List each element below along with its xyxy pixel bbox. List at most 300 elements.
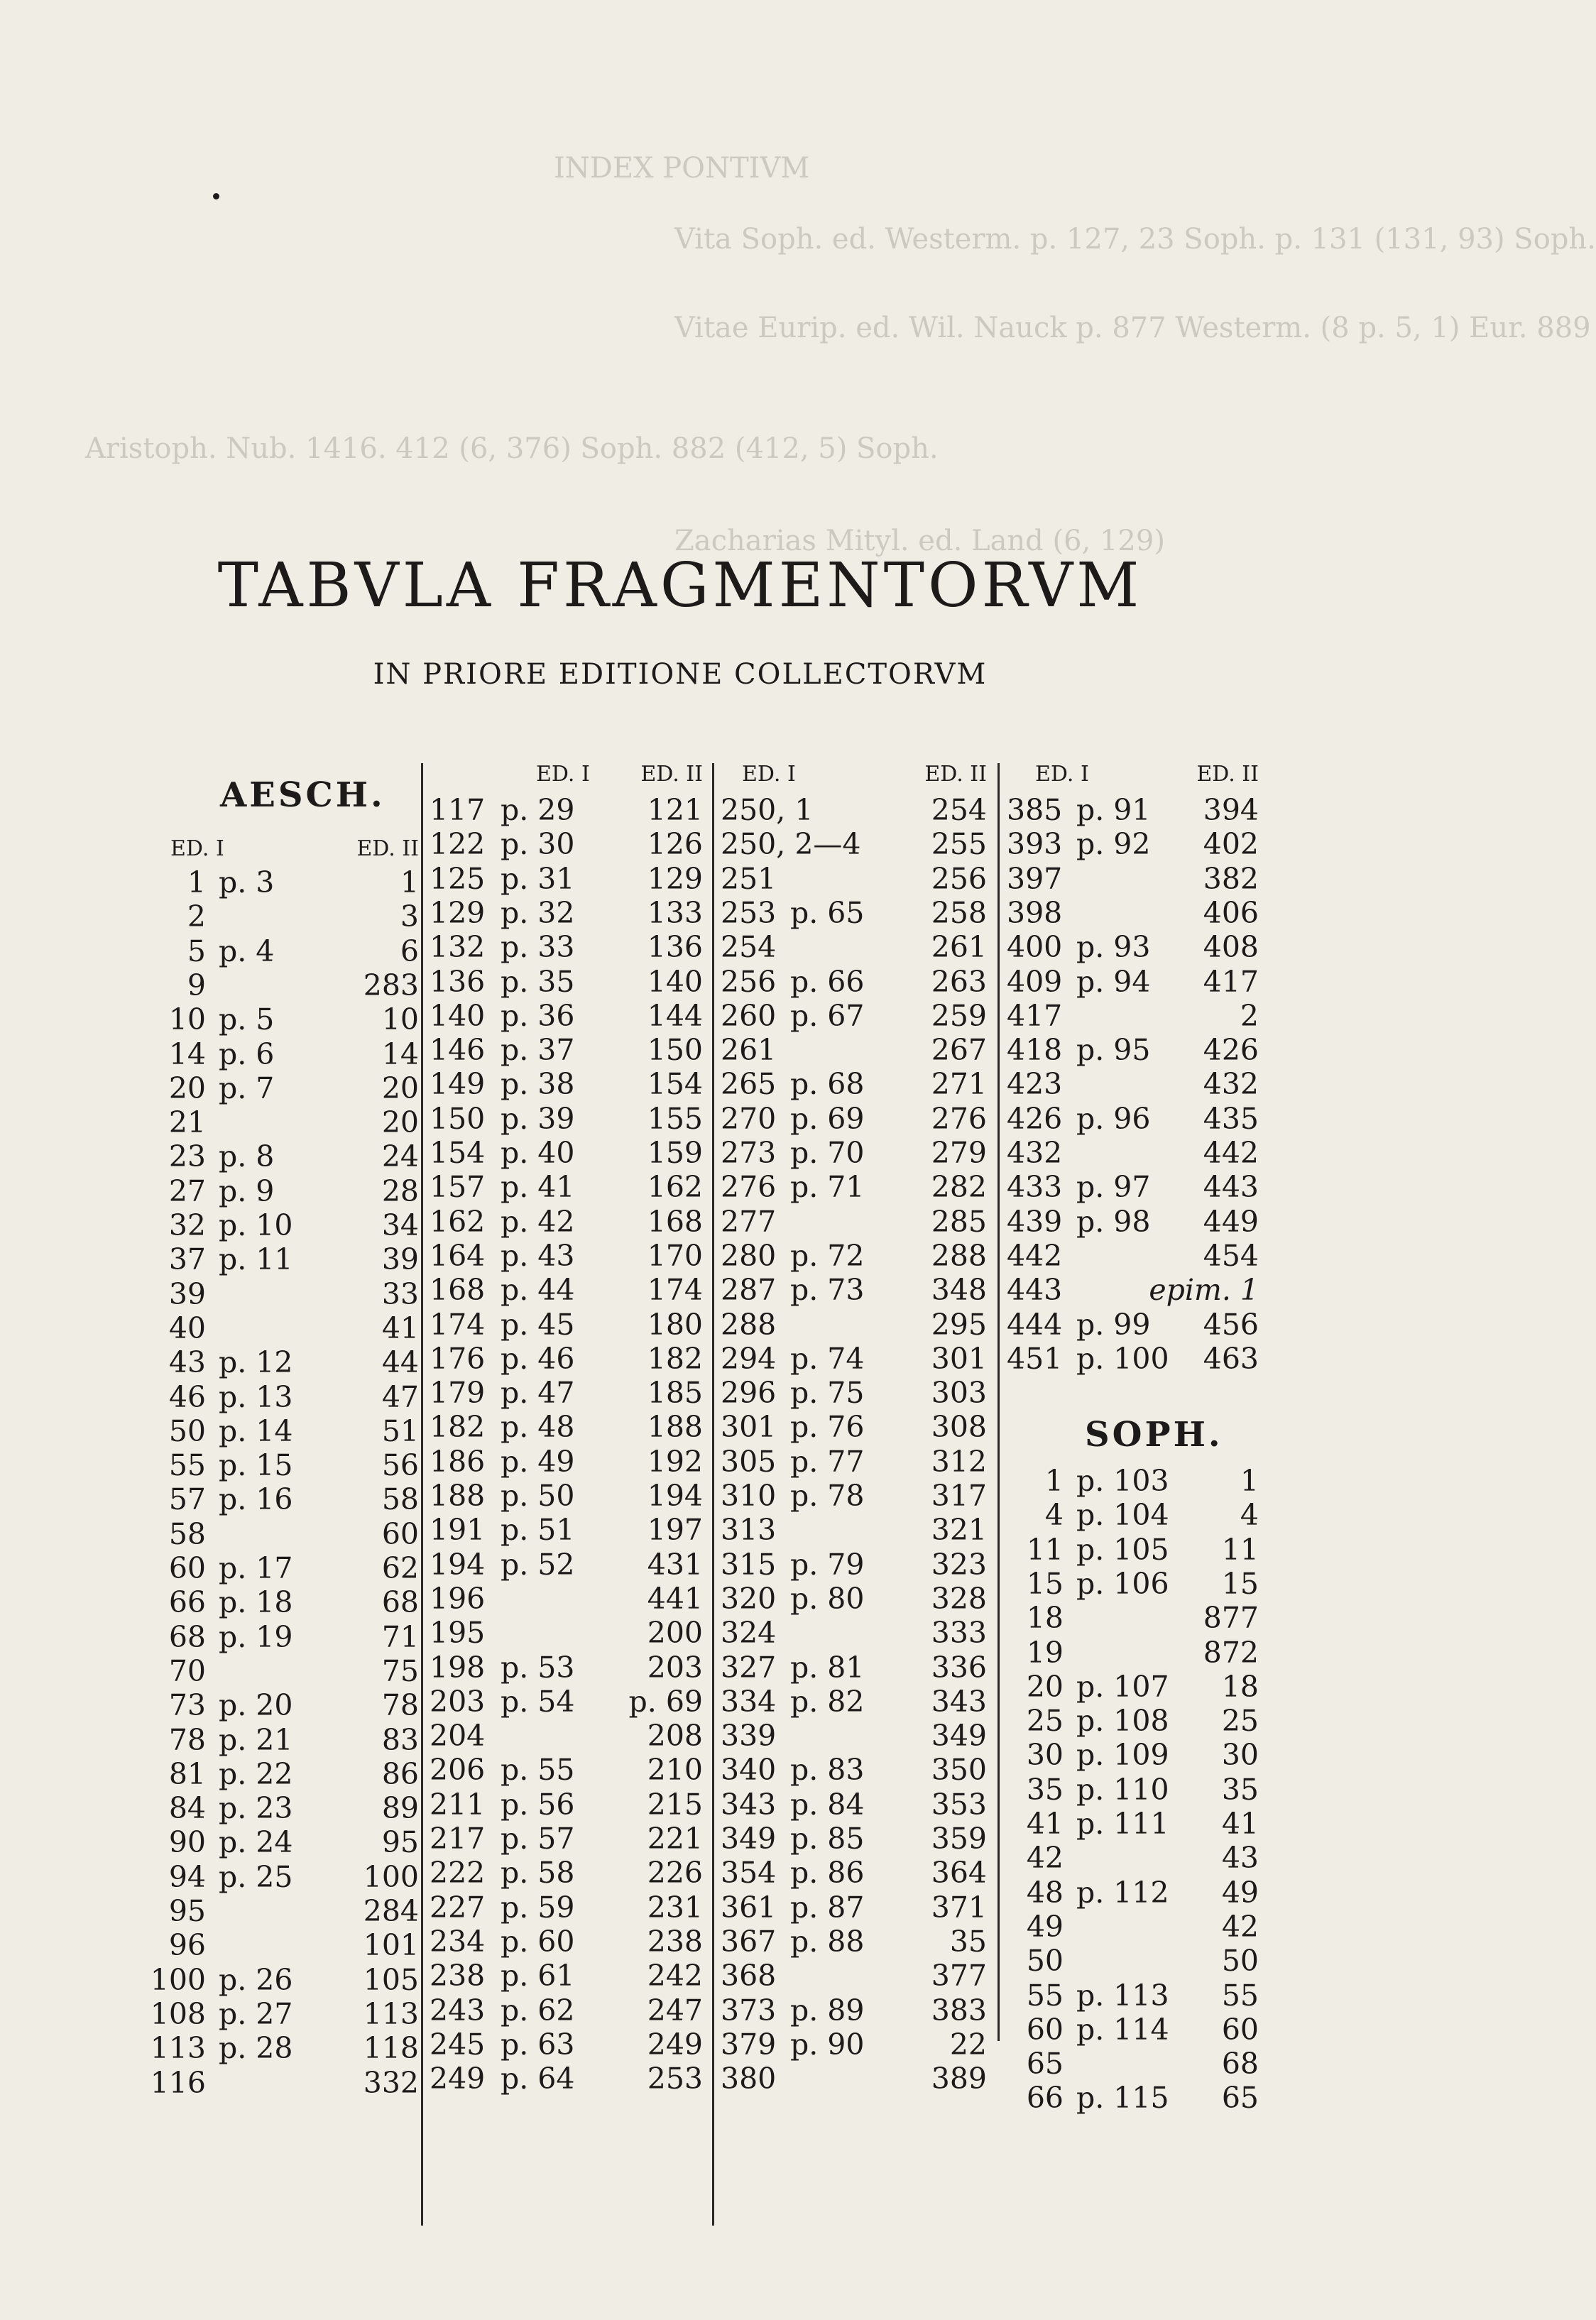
page-ref: p. 18 [219,1585,293,1620]
ed2-number: 89 [381,1791,419,1826]
ed2-number: 20 [381,1105,419,1140]
page-ref: p. 7 [219,1071,275,1105]
ed2-number: 51 [381,1413,419,1448]
ed1-number: 418 [1007,1033,1063,1068]
ed2-number: 332 [363,2065,419,2100]
page-ref: p. 100 [1076,1341,1169,1376]
table-row [1007,1806,1259,1842]
page-ref: p. 71 [790,1170,865,1205]
ed1-number: 10 [168,1002,206,1037]
ed1-number: 327 [721,1650,777,1685]
ed1-number: 222 [430,1856,486,1891]
ed2-number: 443 [1203,1170,1259,1205]
page-ref: p. 90 [790,2027,865,2062]
table-row [430,1444,703,1479]
table-row [721,1032,987,1068]
table-row [721,1101,987,1137]
ed2-number: 210 [647,1753,703,1788]
ed1-number: 125 [430,861,486,896]
ed2-number: 3 [400,899,419,934]
table-row [135,1242,419,1277]
page-ref: p. 107 [1076,1669,1169,1704]
ed1-number: 253 [721,895,777,930]
ed2-number: 15 [1221,1566,1259,1601]
header-ed1: ED. I [1035,762,1089,787]
table-row [721,1993,987,2028]
ed1-number: 150 [430,1101,486,1136]
ed2-number: 200 [647,1616,703,1651]
ed2-number: 249 [647,2027,703,2062]
ed2-number: 11 [1221,1532,1259,1567]
table-row [1007,1032,1259,1068]
ed1-number: 211 [430,1787,486,1822]
ed1-number: 273 [721,1136,777,1170]
ed2-number: 328 [931,1581,987,1616]
ed1-number: 339 [721,1719,777,1753]
ed2-number: 333 [931,1616,987,1651]
table-row [135,1996,419,2032]
table-row [721,1581,987,1616]
table-row [721,1272,987,1308]
ed2-number: 35 [1221,1772,1259,1807]
table-row [430,2061,703,2096]
ed2-number: 402 [1203,827,1259,862]
page-ref: p. 21 [219,1722,293,1757]
page-ref: p. 92 [1076,827,1151,862]
ed2-number: 285 [931,1204,987,1239]
ed2-number: 242 [647,1959,703,1993]
page-ref: p. 41 [501,1170,575,1205]
ed2-number: 10 [381,1002,419,1037]
page-ref: p. 31 [501,861,575,896]
page-ref: p. 67 [790,998,865,1033]
table-row [1007,1169,1259,1205]
page-ref: p. 95 [1076,1033,1151,1068]
page-ref: p. 22 [219,1756,293,1791]
ed2-number: 50 [1221,1944,1259,1979]
page-ref: p. 52 [501,1547,575,1582]
ed1-number: 78 [168,1722,206,1757]
ed1-number: 343 [721,1787,777,1822]
ed1-number: 385 [1007,793,1063,827]
table-row [430,1066,703,1102]
page-ref: p. 48 [501,1410,575,1445]
page-ref: p. 38 [501,1067,575,1102]
page-ref: p. 51 [501,1513,575,1548]
ed2-number: 261 [931,930,987,965]
ed1-number: 340 [721,1753,777,1788]
table-row [721,826,987,862]
ed1-number: 20 [1026,1669,1064,1704]
ed1-number: 30 [1026,1738,1064,1773]
page-ref: p. 49 [501,1444,575,1479]
table-row [721,1890,987,1925]
page-ref: p. 114 [1076,2012,1169,2047]
ed1-number: 15 [1026,1566,1064,1601]
page-ref: p. 61 [501,1959,575,1993]
ed2-number: 18 [1221,1669,1259,1704]
ed1-number: 5 [187,934,206,968]
ed1-number: 66 [168,1585,206,1620]
ed2-number: 75 [381,1653,419,1688]
ed1-number: 198 [430,1650,486,1685]
table-row [135,1482,419,1517]
table-row [721,1204,987,1240]
table-row [135,1208,419,1243]
ed1-number: 41 [1026,1807,1064,1841]
print-speck [213,193,219,199]
ed1-number: 238 [430,1959,486,1993]
ed2-number: 35 [949,1924,987,1959]
page-ref: p. 40 [501,1136,575,1170]
column-header [430,757,703,792]
page-ref: p. 47 [501,1376,575,1411]
table-row [721,1375,987,1411]
page-ref: p. 70 [790,1136,865,1170]
bleed-through-line-4: Zacharias Mityl. ed. Land (6, 129) [674,525,1165,557]
table-row [721,1958,987,1993]
ed1-number: 354 [721,1856,777,1891]
ed1-number: 49 [1026,1909,1064,1944]
ed1-number: 368 [721,1959,777,1993]
page-ref: p. 115 [1076,2081,1169,2116]
table-row [1007,998,1259,1034]
table-row [721,792,987,828]
page-ref: p. 9 [219,1173,275,1208]
page-ref: p. 8 [219,1139,275,1174]
page-ref: p. 113 [1076,1978,1169,2013]
ed1-number: 301 [721,1410,777,1445]
table-row [721,1684,987,1719]
ed2-number: 185 [647,1376,703,1411]
table-row [135,1105,419,1140]
table-row [721,929,987,965]
ed1-number: 129 [430,895,486,930]
table-row [721,1650,987,1685]
ed1-number: 451 [1007,1341,1063,1376]
ed2-number: 389 [931,2062,987,2096]
table-row [1007,1272,1259,1308]
ed2-number: 321 [931,1513,987,1548]
ed2-number: 872 [1203,1635,1259,1670]
page-ref: p. 35 [501,964,575,999]
table-row [1007,861,1259,897]
page-ref: p. 30 [501,827,575,862]
ed2-number: 284 [363,1894,419,1928]
ed2-number: 144 [647,998,703,1033]
ed2-number: 221 [647,1822,703,1856]
table-row [721,1066,987,1102]
ed2-number: 41 [1221,1807,1259,1841]
table-row [430,1272,703,1308]
table-row [430,1375,703,1411]
ed2-number: 168 [647,1204,703,1239]
ed1-number: 140 [430,998,486,1033]
ed1-number: 116 [150,2065,206,2100]
page-ref: p. 15 [219,1448,293,1483]
table-row [1007,1101,1259,1137]
page-ref: p. 96 [1076,1101,1151,1136]
ed2-number: 254 [931,793,987,827]
table-row [721,1238,987,1274]
ed2-number: 126 [647,827,703,862]
bleed-through-header: INDEX PONTIVM [554,152,810,185]
ed1-number: 100 [150,1962,206,1997]
page-ref: p. 66 [790,964,865,999]
ed2-number: 215 [647,1787,703,1822]
page-ref: p. 27 [219,1996,293,2031]
page-ref: p. 89 [790,1993,865,2028]
ed1-number: 417 [1007,998,1063,1033]
ed1-number: 39 [168,1276,206,1311]
ed1-number: 1 [1044,1464,1064,1498]
ed1-number: 11 [1026,1532,1064,1567]
ed1-number: 195 [430,1616,486,1651]
ed2-number: 406 [1203,895,1259,930]
ed1-number: 40 [168,1311,206,1345]
page-ref: p. 50 [501,1479,575,1513]
ed2-number: 877 [1203,1601,1259,1636]
ed1-number: 191 [430,1513,486,1548]
table-row [1007,792,1259,828]
ed2-number: 364 [931,1856,987,1891]
page-ref: p. 11 [219,1242,293,1277]
column-header [721,757,987,792]
ed1-number: 288 [721,1307,777,1342]
ed2-number: 1 [1240,1464,1259,1498]
table-row [135,1516,419,1552]
table-row [1007,1135,1259,1171]
ed2-number: 58 [381,1482,419,1517]
table-row [430,1307,703,1342]
table-row [430,1512,703,1548]
ed1-number: 2 [187,899,206,934]
ed1-number: 65 [1026,2047,1064,2081]
ed1-number: 50 [168,1413,206,1448]
page-ref: p. 59 [501,1890,575,1925]
ed1-number: 432 [1007,1136,1063,1170]
column-aesch-3 [721,757,987,2233]
table-row [721,895,987,931]
table-row [721,1787,987,1822]
ed2-number: 231 [647,1890,703,1925]
page-ref: p. 13 [219,1379,293,1414]
ed2-number: 271 [931,1067,987,1102]
page-ref: p. 14 [219,1413,293,1448]
page-ref: p. 88 [790,1924,865,1959]
ed1-number: 168 [430,1273,486,1308]
ed2-number: 101 [363,1928,419,1963]
ed2-number: 28 [381,1173,419,1208]
table-row [1007,1703,1259,1739]
table-row [721,861,987,897]
ed1-number: 108 [150,1996,206,2031]
page-ref: p. 111 [1076,1807,1169,1841]
page-ref: p. 56 [501,1787,575,1822]
ed2-number: 56 [381,1448,419,1483]
section-heading-aesch: AESCH. [220,775,386,815]
table-row [1007,929,1259,965]
table-row [430,1341,703,1377]
ed2-number: 258 [931,895,987,930]
table-row [430,1409,703,1445]
table-row [430,929,703,965]
table-row [1007,1463,1259,1499]
table-row [430,1855,703,1891]
table-row [1007,1566,1259,1602]
ed1-number: 194 [430,1547,486,1582]
page-ref: p. 112 [1076,1875,1169,1910]
ed2-number: 33 [381,1276,419,1311]
ed1-number: 379 [721,2027,777,2062]
ed2-number: 22 [949,2027,987,2062]
ed2-number: 301 [931,1341,987,1376]
ed2-number: 463 [1203,1341,1259,1376]
page-ref: p. 29 [501,793,575,827]
ed2-number: 197 [647,1513,703,1548]
ed2-number: 238 [647,1924,703,1959]
ed1-number: 164 [430,1238,486,1273]
ed2-number: 247 [647,1993,703,2028]
ed1-number: 310 [721,1479,777,1513]
page-ref: p. 16 [219,1482,293,1517]
table-row [430,1650,703,1685]
header-ed2: ED. II [1196,762,1259,787]
table-row [430,1204,703,1240]
ed1-number: 179 [430,1376,486,1411]
ed2-number: 394 [1203,793,1259,827]
ed2-number: 133 [647,895,703,930]
table-row [430,895,703,931]
ed1-number: 254 [721,930,777,965]
ed1-number: 58 [168,1516,206,1551]
ed1-number: 245 [430,2027,486,2062]
table-row [430,1752,703,1788]
page-ref: p. 99 [1076,1307,1151,1342]
ed2-number: 359 [931,1822,987,1856]
ed2-number: 267 [931,1033,987,1068]
ed2-number: 408 [1203,930,1259,965]
table-row [721,1135,987,1171]
ed1-number: 20 [168,1071,206,1105]
ed1-number: 439 [1007,1204,1063,1239]
ed2-number: 55 [1221,1978,1259,2013]
ed1-number: 42 [1026,1841,1064,1876]
ed1-number: 182 [430,1410,486,1445]
ed1-number: 349 [721,1822,777,1856]
page-ref: p. 39 [501,1101,575,1136]
ed1-number: 94 [168,1859,206,1894]
page-ref: p. 55 [501,1753,575,1788]
ed1-number: 400 [1007,930,1063,965]
ed2-number: 118 [363,2031,419,2066]
table-row [721,1821,987,1856]
page-ref: p. 65 [790,895,865,930]
page-ref: p. 32 [501,895,575,930]
ed2-number: 83 [381,1722,419,1757]
ed2-number: 194 [647,1479,703,1513]
page-ref: p. 80 [790,1581,865,1616]
ed2-number: 4 [1240,1498,1259,1533]
ed1-number: 380 [721,2062,777,2096]
page-ref: p. 33 [501,930,575,965]
table-row [135,1619,419,1655]
ed2-number: 383 [931,1993,987,2028]
ed1-number: 287 [721,1273,777,1308]
table-row [135,1687,419,1723]
ed1-number: 313 [721,1513,777,1548]
ed2-number: 417 [1203,964,1259,999]
ed1-number: 280 [721,1238,777,1273]
ed2-number: 68 [1221,2047,1259,2081]
ed2-number: 303 [931,1376,987,1411]
column-divider [998,763,1000,2041]
ed2-number: 263 [931,964,987,999]
ed2-number: epim. 1 [1149,1273,1259,1308]
table-row [135,1345,419,1380]
table-row [135,899,419,934]
ed2-number: 41 [381,1311,419,1345]
column-divider [421,763,423,2226]
page-ref: p. 26 [219,1962,293,1997]
ed1-number: 81 [168,1756,206,1791]
ed2-number: 226 [647,1856,703,1891]
ed2-number: 1 [400,865,419,899]
ed1-number: 162 [430,1204,486,1239]
ed1-number: 206 [430,1753,486,1788]
table-row [430,1478,703,1514]
ed1-number: 113 [150,2031,206,2066]
ed1-number: 14 [168,1036,206,1071]
table-row [721,2027,987,2062]
table-row [721,964,987,1000]
table-row [430,998,703,1034]
ed1-number: 260 [721,998,777,1033]
ed1-number: 443 [1007,1273,1063,1308]
header-ed2: ED. II [356,836,419,861]
ed2-number: 65 [1221,2081,1259,2116]
ed2-number: 382 [1203,861,1259,896]
ed2-number: 456 [1203,1307,1259,1342]
ed1-number: 25 [1026,1704,1064,1739]
ed1-number: 393 [1007,827,1063,862]
ed2-number: 14 [381,1036,419,1071]
ed1-number: 48 [1026,1875,1064,1910]
ed2-number: 323 [931,1547,987,1582]
ed2-number: 454 [1203,1238,1259,1273]
ed1-number: 256 [721,964,777,999]
ed2-number: 336 [931,1650,987,1685]
ed1-number: 23 [168,1139,206,1174]
page-ref: p. 43 [501,1238,575,1273]
ed1-number: 234 [430,1924,486,1959]
table-row [1007,1635,1259,1670]
header-ed1: ED. I [170,836,224,861]
ed1-number: 444 [1007,1307,1063,1342]
ed1-number: 243 [430,1993,486,2028]
table-row [430,1787,703,1822]
table-row [135,1585,419,1620]
ed2-number: 353 [931,1787,987,1822]
ed2-number: 371 [931,1890,987,1925]
ed1-number: 21 [168,1105,206,1140]
table-row [430,1135,703,1171]
table-row [135,1962,419,1998]
table-row [430,1890,703,1925]
page-ref: p. 23 [219,1791,293,1826]
ed1-number: 423 [1007,1067,1063,1102]
table-row [1007,1978,1259,2013]
